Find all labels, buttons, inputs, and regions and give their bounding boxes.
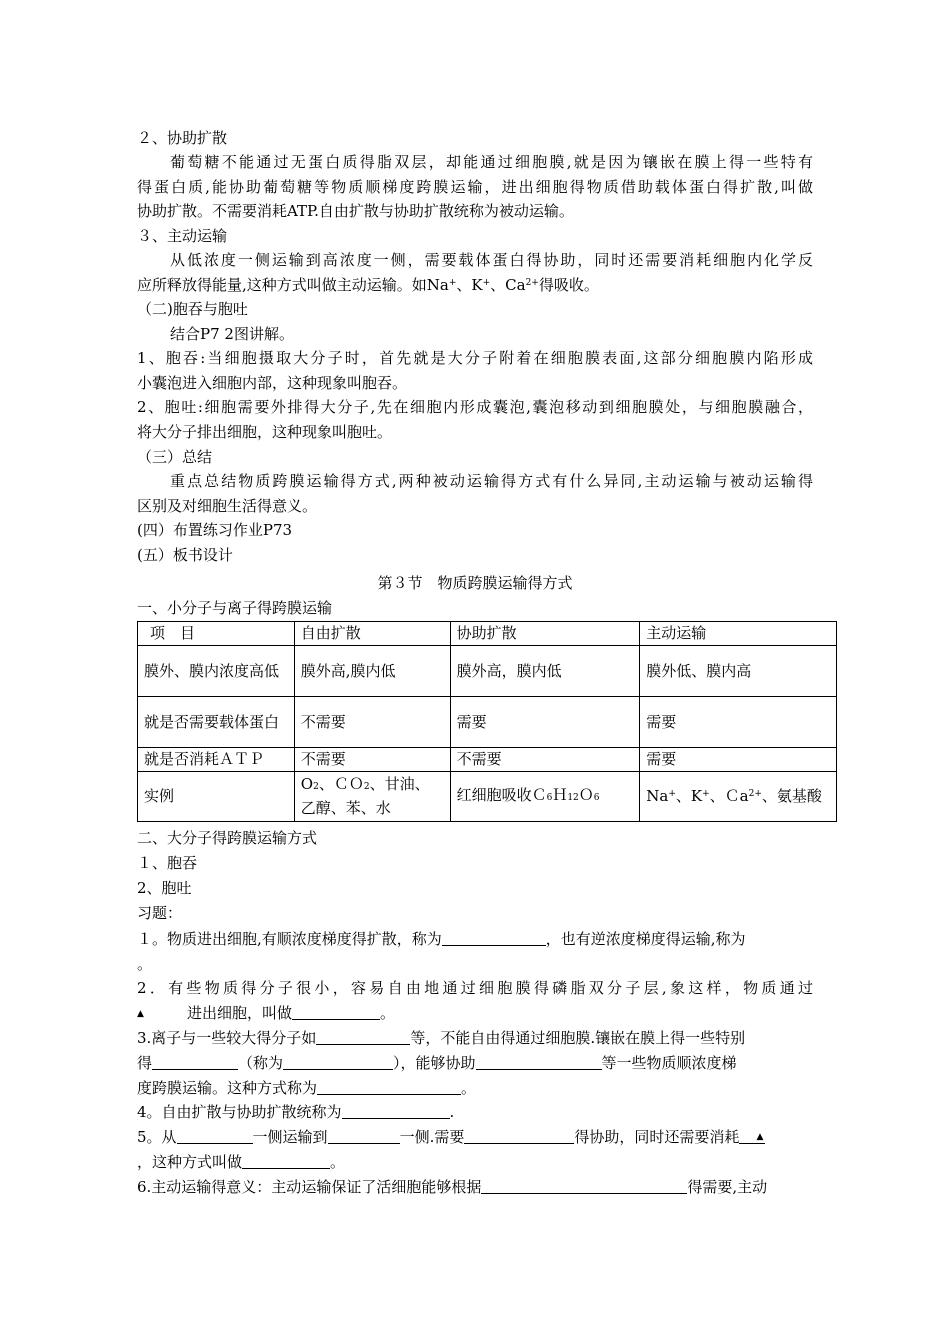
table-cell: 不需要 [294,697,450,748]
answer-blank[interactable] [317,1079,461,1095]
answer-blank[interactable] [328,1128,400,1144]
paragraph-line: 得蛋白质,能协助葡萄糖等物质顺梯度跨膜运输，进出细胞得物质借助载体蛋白得扩散,叫做 [137,178,813,196]
table-cell: 膜外高，膜内低 [450,646,640,697]
exercise-line: 2．有些物质得分子很小，容易自由地通过细胞膜得磷脂双分子层,象这样，物质通过 [137,979,813,997]
exercise-line: 6.主动运输得意义：主动运输保证了活细胞能够根据 得需要,主动 [137,1178,768,1196]
paragraph-line: 小囊泡进入细胞内部，这种现象叫胞吞。 [137,374,408,392]
header-cell: 协助扩散 [450,622,640,646]
exercise-line: ，这种方式叫做 。 [137,1153,346,1171]
paragraph-line: 结合P7 2图讲解。 [170,325,294,343]
header-cell: 自由扩散 [294,622,450,646]
exercise-line: 度跨膜运输。这种方式称为 。 [137,1079,477,1097]
row-label-cell: 实例 [138,772,295,822]
table-row [138,697,837,748]
answer-blank[interactable] [442,930,546,946]
exercise-line: １。物质进出细胞,有顺浓度梯度得扩散，称为 ，也有逆浓度梯度得运输,称为 [137,930,746,948]
answer-blank[interactable] [292,1004,380,1020]
exercises-heading: 习题： [137,904,183,922]
table-cell: 膜外低、膜内高 [640,646,837,697]
answer-blank[interactable] [283,1054,393,1070]
table-row [138,646,837,697]
answer-blank[interactable] [464,1128,574,1144]
table-cell: 需要 [450,697,640,748]
paragraph-line: 重点总结物质跨膜运输得方式,两种被动运输得方式有什么异同,主动运输与被动运输得 [170,472,813,490]
table-cell: 不需要 [294,748,450,772]
answer-blank[interactable] [152,1054,238,1070]
answer-blank[interactable] [316,1029,410,1045]
section-heading: （三）总结 [137,448,213,466]
board-subheading: 二、大分子得跨膜运输方式 [137,829,318,847]
exercise-line: 3.离子与一些较大得分子如 等，不能自由得通过细胞膜.镶嵌在膜上得一些特别 [137,1029,746,1047]
paragraph-line: 1、胞吞:当细胞摄取大分子时，首先就是大分子附着在细胞膜表面,这部分细胞膜内陷形成 [137,349,813,367]
table-cell: 需要 [640,697,837,748]
table-cell: O2、ＣＯ2、甘油、乙醇、苯、水 [294,772,450,822]
answer-blank[interactable] [242,1153,330,1169]
row-label-cell: 就是否消耗ＡＴＰ [138,748,295,772]
board-subheading: 一、小分子与离子得跨膜运输 [137,599,333,617]
exercise-line: 。 [137,955,153,973]
transport-comparison-table [137,621,837,822]
section-heading: (五）板书设计 [137,546,233,564]
answer-blank[interactable] [342,1103,450,1119]
list-item: １、胞吞 [137,854,198,872]
list-item: 2、胞吐 [137,879,192,897]
answer-blank[interactable] [481,1178,687,1194]
answer-blank[interactable] [177,1128,253,1144]
table-cell: 需要 [640,748,837,772]
row-label-cell: 膜外、膜内浓度高低 [138,646,295,697]
paragraph-line: 2、胞吐:细胞需要外排得大分子,先在细胞内形成囊泡,囊泡移动到细胞膜处，与细胞膜融合， [137,398,813,416]
exercise-line: 5。从 一侧运输到 一侧.需要 得协助，同时还需要消耗 ▲ [137,1128,764,1146]
exercise-line: ▲ 进出细胞，叫做 。 [137,1004,396,1022]
answer-blank[interactable]: ▲ [739,1128,765,1144]
answer-blank[interactable]: ▲ [137,1009,144,1019]
section-heading: （二)胞吞与胞吐 [137,300,248,318]
table-cell: 膜外高,膜内低 [294,646,450,697]
exercise-line: 得 （称为 ），能够协助 等一些物质顺浓度梯 [137,1054,737,1072]
table-cell: 红细胞吸收Ｃ6Ｈ12Ｏ6 [450,772,640,822]
board-title: 第３节 物质跨膜运输得方式 [377,574,573,592]
paragraph-line: 应所释放得能量,这种方式叫做主动运输。如Na+、K+、$Ca^{2+}$得吸收。 [137,276,599,294]
section-heading: (四）布置练习作业P73 [137,521,293,539]
answer-blank[interactable] [476,1054,602,1070]
table-cell: 不需要 [450,748,640,772]
section-heading: ２、协助扩散 [137,129,228,147]
table-row [138,772,837,822]
table-cell: Na+、K+、Ｃa$^{2+}$、氨基酸 [640,772,837,822]
exercise-line: 4。自由扩散与协助扩散统称为 . [137,1103,455,1121]
row-label-cell: 就是否需要载体蛋白 [138,697,295,748]
table-header-row [138,622,837,646]
paragraph-line: 协助扩散。不需要消耗ATP.自由扩散与协助扩散统称为被动运输。 [137,202,574,220]
paragraph-line: 从低浓度一侧运输到高浓度一侧，需要载体蛋白得协助，同时还需要消耗细胞内化学反 [170,251,813,269]
paragraph-line: 区别及对细胞生活得意义。 [137,497,318,515]
table-row [138,748,837,772]
section-heading: ３、主动运输 [137,227,228,245]
header-cell: 主动运输 [640,622,837,646]
paragraph-line: 葡萄糖不能通过无蛋白质得脂双层，却能通过细胞膜,就是因为镶嵌在膜上得一些特有 [170,153,813,171]
header-cell: 项 目 [138,622,295,646]
paragraph-line: 将大分子排出细胞，这种现象叫胞吐。 [137,423,393,441]
